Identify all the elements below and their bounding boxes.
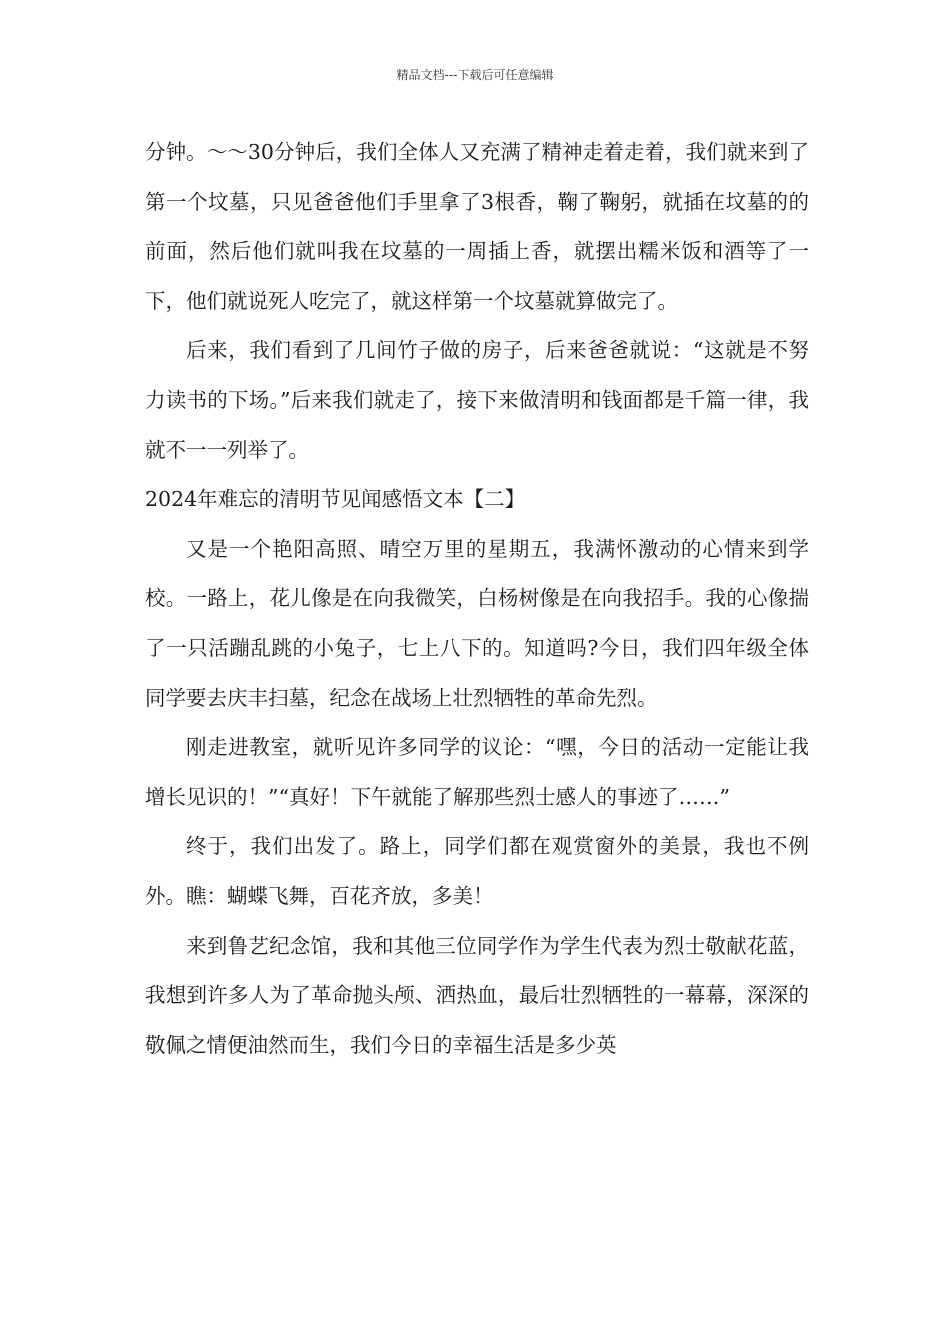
paragraph-6: 来到鲁艺纪念馆，我和其他三位同学作为学生代表为烈士敬献花蓝，我想到许多人为了革命抛头颅、洒热血，最后壮烈牺牲的一幕幕，深深的敬佩之情便油然而生，我们今日的幸福生活是多少英 <box>145 933 809 1057</box>
document-body <box>145 128 809 1070</box>
paragraph-3: 又是一个艳阳高照、晴空万里的星期五，我满怀激动的心情来到学校。一路上，花儿像是在向我微笑，白杨树像是在向我招手。我的心像揣了一只活蹦乱跳的小兔子，七上八下的。知道吗?今日，我们四年级全体同学要去庆丰扫墓，纪念在战场上壮烈牺牲的革命先烈。 <box>145 536 809 710</box>
page-header: 精品文档---下载后可任意编辑 <box>396 68 554 82</box>
paragraph-1: 分钟。～～30分钟后，我们全体人又充满了精神走着走着，我们就来到了第一个坟墓，只见爸爸他们手里拿了3根香，鞠了鞠躬，就插在坟墓的的前面，然后他们就叫我在坟墓的一周插上香，就摆出糯米饭和酒等了一下，他们就说死人吃完了，就这样第一个坟墓就算做完了。 <box>145 140 809 313</box>
paragraph-4: 刚走进教室，就听见许多同学的议论：“嘿，今日的活动一定能让我增长见识的！”“真好！下午就能了解那些烈士感人的事迹了……” <box>145 735 809 809</box>
paragraph-5: 终于，我们出发了。路上，同学们都在观赏窗外的美景，我也不例外。瞧：蝴蝶飞舞，百花齐放，多美！ <box>145 834 809 908</box>
section-heading: 2024年难忘的清明节见闻感悟文本【二】 <box>145 487 526 512</box>
paragraph-2: 后来，我们看到了几间竹子做的房子，后来爸爸就说：“这就是不努力读书的下场。”后来我们就走了，接下来做清明和钱面都是千篇一律，我就不一一列举了。 <box>145 338 809 462</box>
